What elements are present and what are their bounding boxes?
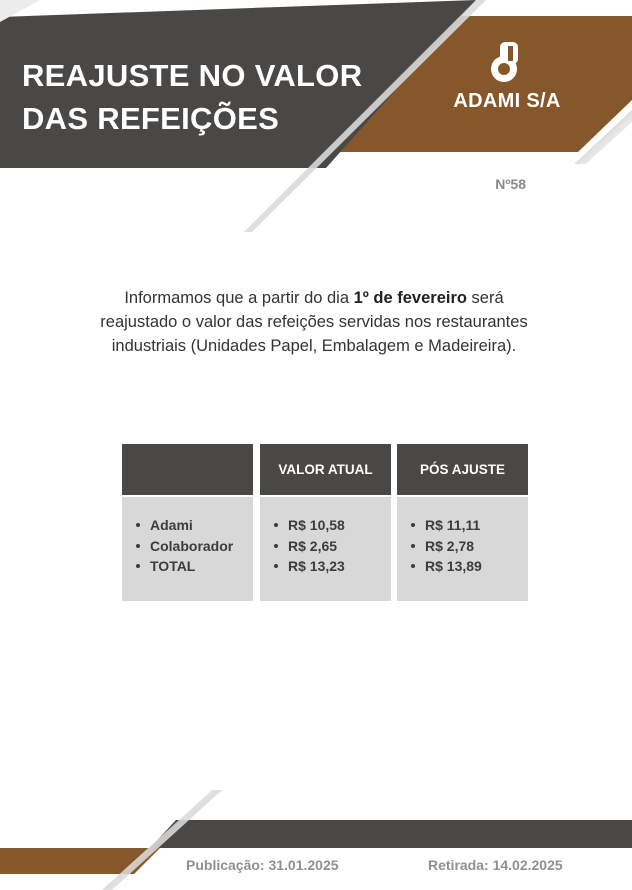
intro-highlight-date: 1º de fevereiro [353, 289, 467, 307]
labels-column-header [122, 444, 253, 495]
row-label-total: TOTAL [150, 556, 253, 577]
publication-date: Publicação: 31.01.2025 [186, 857, 339, 873]
labels-column [122, 444, 253, 601]
row-label-colaborador: Colaborador [150, 536, 253, 557]
current-value-colaborador: R$ 2,65 [288, 536, 391, 557]
labels-column-body [122, 497, 253, 601]
row-label-adami: Adami [150, 515, 253, 536]
adjusted-value-adami: R$ 11,11 [425, 515, 528, 536]
footer-dark-band [150, 820, 632, 848]
intro-text-after: será reajustado o valor das refeições servidas nos restaurantes industriais (Unidades Papel, Embalagem e Madeireira). [100, 289, 528, 355]
issue-number: Nº58 [495, 176, 526, 192]
adami-logo-icon [486, 40, 528, 84]
company-name: ADAMI S/A [453, 90, 561, 112]
current-value-total: R$ 13,23 [288, 556, 391, 577]
current-value-header: VALOR ATUAL [260, 444, 391, 495]
company-logo [448, 40, 566, 113]
adjusted-value-header: PÓS AJUSTE [397, 444, 528, 495]
adjusted-value-total: R$ 13,89 [425, 556, 528, 577]
intro-text-before: Informamos que a partir do dia [124, 289, 354, 307]
adjusted-value-body [397, 497, 528, 601]
current-value-column [260, 444, 391, 601]
current-value-body [260, 497, 391, 601]
adjusted-value-colaborador: R$ 2,78 [425, 536, 528, 557]
intro-paragraph [90, 286, 538, 358]
title-line-1: REAJUSTE NO VALOR [22, 58, 363, 93]
page-title [22, 54, 362, 140]
withdrawal-date: Retirada: 14.02.2025 [428, 857, 563, 873]
adjusted-value-column [397, 444, 528, 601]
title-line-2: DAS REFEIÇÕES [22, 101, 280, 136]
current-value-adami: R$ 10,58 [288, 515, 391, 536]
